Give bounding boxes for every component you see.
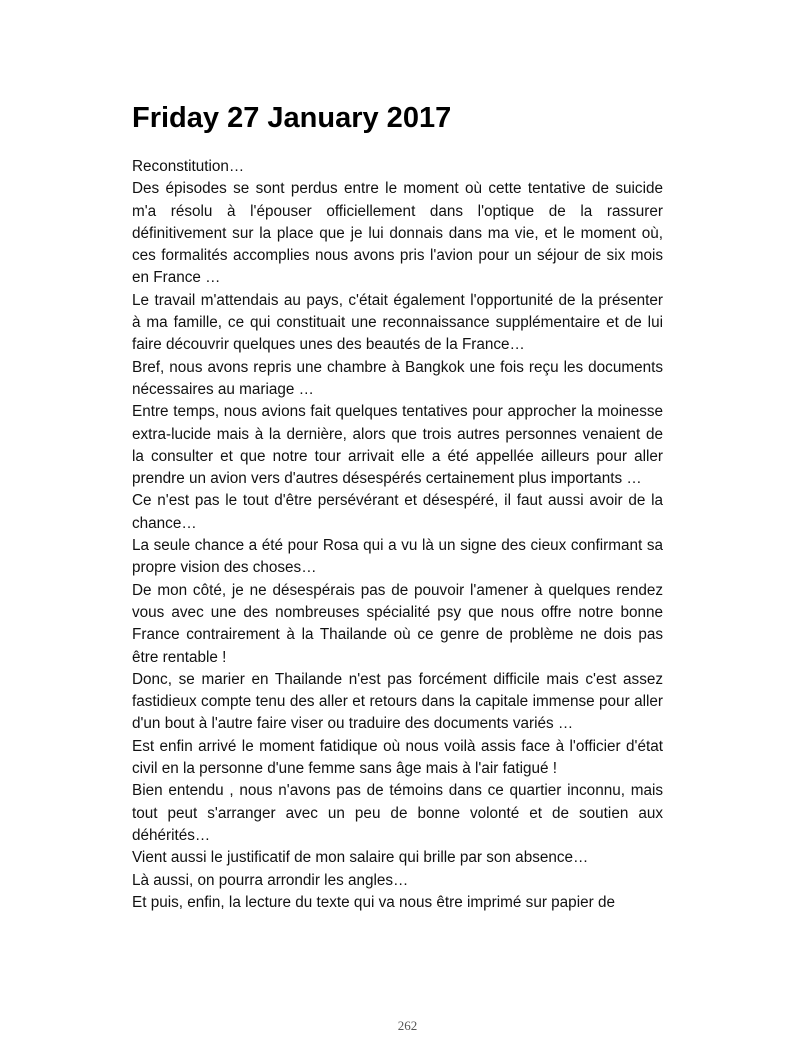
paragraph: La seule chance a été pour Rosa qui a vu là un signe des cieux confirmant sa propre vision des choses… xyxy=(132,537,663,577)
page-title: Friday 27 January 2017 xyxy=(132,102,452,134)
paragraph: Et puis, enfin, la lecture du texte qui va nous être imprimé sur papier de xyxy=(132,893,615,911)
paragraph: Entre temps, nous avions fait quelques tentatives pour approcher la moinesse extra-lucide mais à la dernière, alors que trois autres personnes venaient de la consulter et que notre tour arrivait elle a été appellée ailleurs pour aller prendre un avion vers d'autres désespérés certainement plus importants … xyxy=(132,403,663,488)
body-text xyxy=(132,156,663,914)
paragraph: Donc, se marier en Thailande n'est pas forcément difficile mais c'est assez fastidieux compte tenu des aller et retours dans la capitale immense pour aller d'un bout à l'autre faire viser ou traduire des documents variés … xyxy=(132,670,663,733)
paragraph: Vient aussi le justificatif de mon salaire qui brille par son absence… xyxy=(132,849,589,867)
paragraph: Est enfin arrivé le moment fatidique où nous voilà assis face à l'officier d'état civil en la personne d'une femme sans âge mais à l'air fatigué ! xyxy=(132,737,663,778)
paragraph: Bref, nous avons repris une chambre à Bangkok une fois reçu les documents nécessaires au mariage … xyxy=(132,358,663,398)
paragraph: Le travail m'attendais au pays, c'était également l'opportunité de la présenter à ma famille, ce qui constituait une reconnaissance supplémentaire et de lui faire découvrir quelques unes des beautés de la France… xyxy=(132,291,663,354)
paragraph: Ce n'est pas le tout d'être persévérant et désespéré, il faut aussi avoir de la chance… xyxy=(132,492,663,532)
paragraph: Des épisodes se sont perdus entre le moment où cette tentative de suicide m'a résolu à l'épouser officiellement dans l'optique de la rassurer définitivement sur la place que je lui donnais dans ma vie, et le moment où, ces formalités accomplies nous avons pris l'avion pour un séjour de six mois en France … xyxy=(132,180,663,287)
page-number: 262 xyxy=(397,1018,418,1033)
paragraph: De mon côté, je ne désespérais pas de pouvoir l'amener à quelques rendez vous avec une des nombreuses spécialité psy que nous offre notre bonne France contrairement à la Thailande où ce genre de problème ne dois pas être rentable ! xyxy=(132,581,663,666)
paragraph: Là aussi, on pourra arrondir les angles… xyxy=(132,871,409,889)
paragraph: Reconstitution… xyxy=(132,158,245,175)
paragraph: Bien entendu , nous n'avons pas de témoins dans ce quartier inconnu, mais tout peut s'arranger avec un peu de bonne volonté et de soutien aux déhérités… xyxy=(132,782,663,844)
